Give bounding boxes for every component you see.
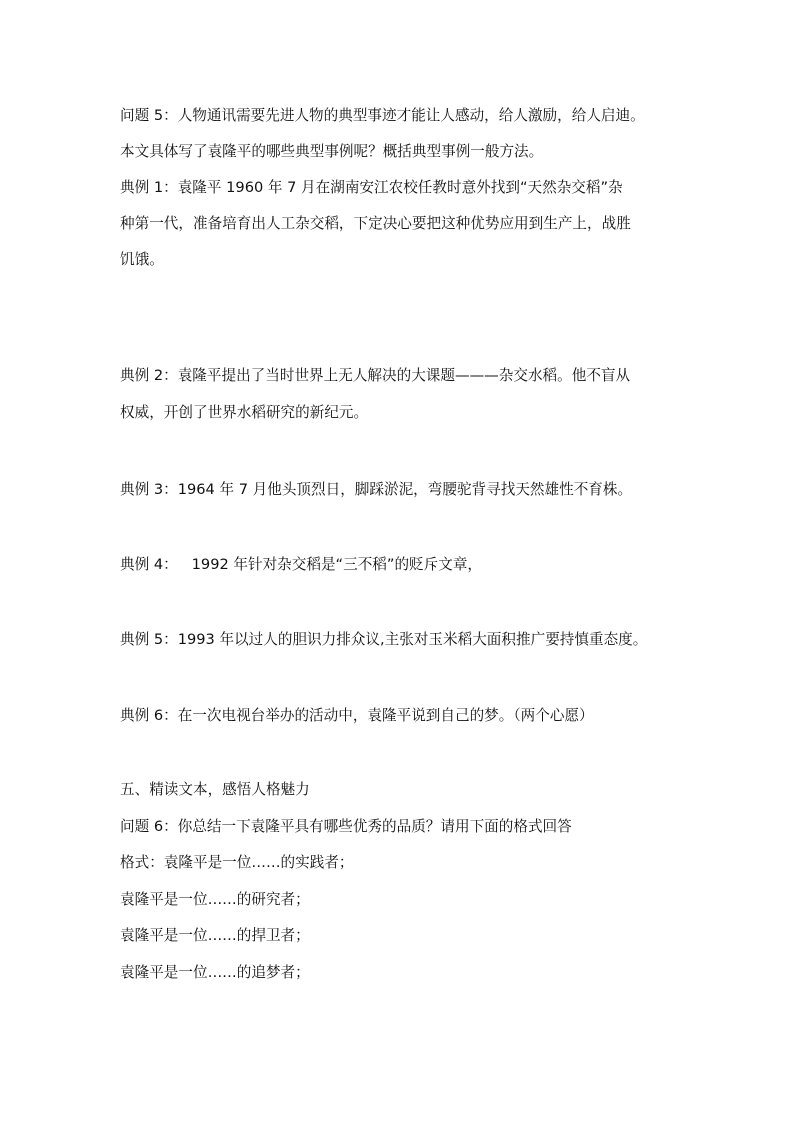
example-2-line-2: 权威，开创了世界水稻研究的新纪元。 [120, 404, 369, 421]
example-3: 典例 3：1964 年 7 月他头顶烈日，脚踩淤泥，弯腰驼背寻找天然雄性不育株。 [120, 481, 633, 498]
example-1-line-3: 饥饿。 [120, 251, 164, 268]
example-2-line-1: 典例 2：袁隆平提出了当时世界上无人解决的大课题———杂交水稻。他不盲从 [120, 367, 631, 384]
question-6: 问题 6：你总结一下袁隆平具有哪些优秀的品质？请用下面的格式回答 [120, 818, 572, 835]
example-6: 典例 6：在一次电视台举办的活动中，袁隆平说到自己的梦。（两个心愿） [120, 707, 594, 724]
question-5-line-1: 问题 5：人物通讯需要先进人物的典型事迹才能让人感动，给人激励，给人启迪。 [120, 107, 645, 124]
question-5-line-2: 本文具体写了袁隆平的哪些典型事例呢？概括典型事例一般方法。 [120, 143, 544, 160]
format-line-2: 袁隆平是一位……的研究者； [120, 891, 310, 908]
example-4: 典例 4： 1992 年针对杂交稻是“三不稻”的贬斥文章， [120, 556, 483, 573]
format-line-3: 袁隆平是一位……的捍卫者； [120, 927, 310, 944]
format-line-4: 袁隆平是一位……的追梦者； [120, 964, 310, 981]
section-5-heading: 五、精读文本，感悟人格魅力 [120, 781, 310, 798]
example-1-line-2: 种第一代，准备培育出人工杂交稻，下定决心要把这种优势应用到生产上，战胜 [120, 215, 631, 232]
format-line-1: 格式：袁隆平是一位……的实践者； [120, 854, 354, 871]
example-5: 典例 5：1993 年以过人的胆识力排众议,主张对玉米稻大面积推广要持慎重态度。 [120, 631, 648, 648]
example-1-line-1: 典例 1：袁隆平 1960 年 7 月在湖南安江农校任教时意外找到“天然杂交稻”杂 [120, 179, 623, 196]
